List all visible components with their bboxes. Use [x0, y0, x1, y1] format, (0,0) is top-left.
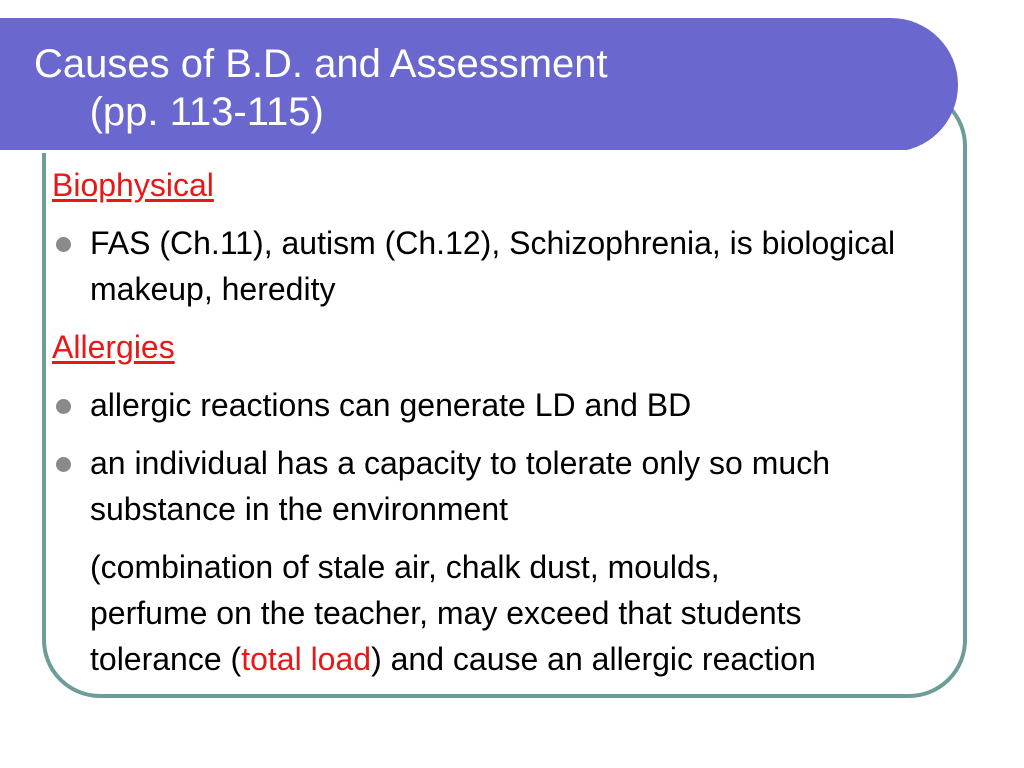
note-line-2: perfume on the teacher, may exceed that students: [90, 595, 802, 631]
note-line-1: (combination of stale air, chalk dust, moulds,: [90, 549, 720, 585]
note-line-3: [52, 636, 967, 682]
bullet-text: an individual has a capacity to tolerate only so much substance in the environment: [90, 445, 830, 527]
title-line-2: (pp. 113-115): [34, 90, 324, 134]
section-heading-allergies: Allergies: [52, 329, 175, 365]
bullet-text: FAS (Ch.11), autism (Ch.12), Schizophrenia, is biological makeup, heredity: [90, 225, 896, 307]
total-load-highlight: total load: [241, 641, 372, 677]
note-line-3-end: ) and cause an allergic reaction: [371, 641, 816, 677]
bullet-item: [52, 382, 967, 428]
title-banner: [0, 18, 958, 152]
note-paragraph: [52, 544, 967, 682]
bullet-dot-icon: [56, 457, 71, 472]
bullet-item: [52, 440, 967, 532]
bullet-dot-icon: [56, 237, 71, 252]
title-line-1: Causes of B.D. and Assessment: [34, 42, 608, 86]
slide-body: [52, 162, 967, 682]
bullet-text: allergic reactions can generate LD and BD: [90, 387, 692, 423]
section-heading-biophysical: Biophysical: [52, 167, 214, 203]
slide-title: [34, 40, 608, 136]
title-underline: [0, 150, 906, 153]
bullet-dot-icon: [56, 399, 71, 414]
note-line-3-start: tolerance (: [90, 641, 242, 677]
bullet-item: [52, 220, 967, 312]
